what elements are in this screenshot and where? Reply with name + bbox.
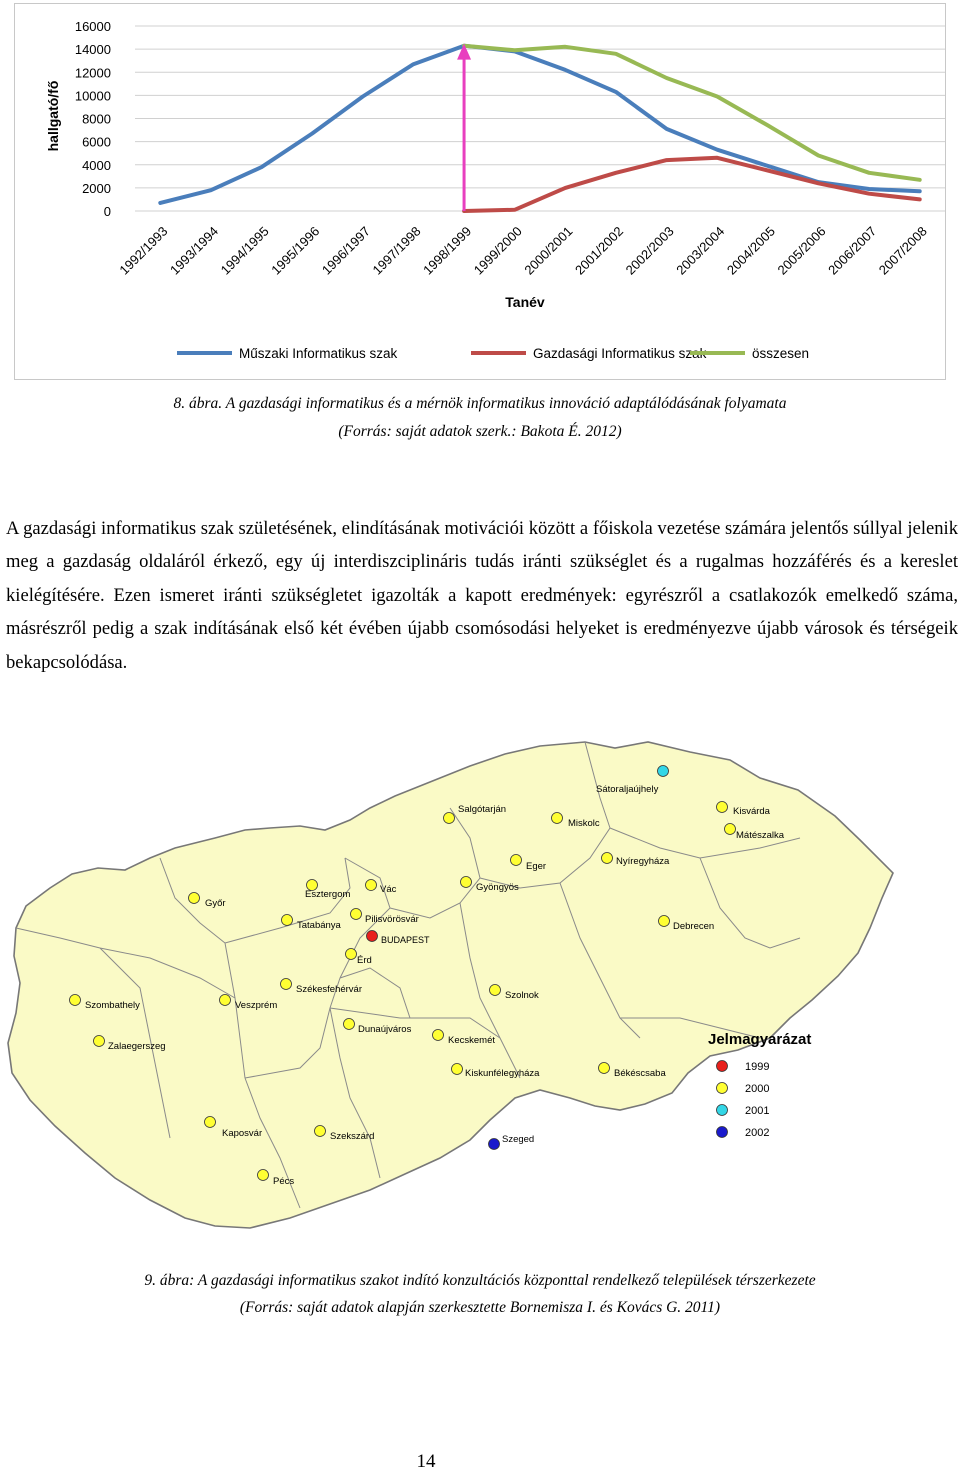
map-legend-label: 2001	[745, 1105, 770, 1117]
map-legend-dot	[717, 1127, 728, 1138]
city-label: Szolnok	[505, 990, 539, 1001]
x-tick-label: 1994/1995	[217, 223, 272, 278]
x-tick-label: 2003/2004	[673, 223, 728, 278]
city-dot	[258, 1170, 269, 1181]
city-label: Tatabánya	[297, 920, 341, 931]
city-dot	[70, 995, 81, 1006]
city-label: Kaposvár	[222, 1128, 263, 1139]
city-dot	[344, 1019, 355, 1030]
chart-legend	[177, 346, 809, 361]
y-tick-label: 10000	[74, 88, 111, 104]
x-tick-label: 2007/2008	[875, 223, 930, 278]
city-label: Esztergom	[305, 889, 351, 900]
legend-label: összesen	[752, 346, 810, 361]
map-legend-label: 2002	[745, 1127, 770, 1139]
x-tick-label: 1992/1993	[116, 223, 171, 278]
map-legend-items	[717, 1061, 770, 1140]
city-dot	[452, 1064, 463, 1075]
map-legend-dot	[717, 1083, 728, 1094]
city-label: Székesfehérvár	[296, 984, 363, 995]
x-axis-label: Tanév	[505, 294, 545, 310]
x-tick-label: 1993/1994	[166, 223, 222, 278]
city-dot	[433, 1030, 444, 1041]
city-label: Zalaegerszeg	[108, 1041, 166, 1052]
chart-annotation-arrow	[457, 44, 471, 211]
x-tick-label: 2005/2006	[774, 223, 829, 278]
map-legend	[708, 1031, 811, 1139]
figure-9-caption: 9. ábra: A gazdasági informatikus szakot indító konzultációs központtal rendelkező települések térszerkezete	[144, 1272, 816, 1289]
city-label: Kecskemét	[448, 1035, 495, 1046]
hungary-map	[0, 738, 960, 1238]
city-label: Veszprém	[235, 1000, 278, 1011]
y-tick-label: 8000	[82, 111, 111, 127]
city-dot	[346, 949, 357, 960]
x-tick-label: 1998/1999	[420, 223, 475, 278]
enrollment-line-chart	[15, 4, 945, 379]
legend-label: Műszaki Informatikus szak	[239, 346, 398, 361]
figure-8-source: (Forrás: saját adatok szerk.: Bakota É. 2012)	[338, 423, 622, 440]
city-dot	[490, 985, 501, 996]
city-dot	[315, 1126, 326, 1137]
chart-series	[160, 46, 919, 211]
city-dot	[717, 802, 728, 813]
figure-8-number: 8. ábra.	[173, 395, 223, 412]
y-tick-label: 0	[103, 204, 111, 219]
y-axis-tick-labels	[75, 19, 111, 219]
map-legend-dot	[717, 1105, 728, 1116]
city-dot	[366, 880, 377, 891]
x-tick-label: 2006/2007	[825, 223, 880, 278]
city-label: Szeged	[502, 1134, 535, 1145]
city-dot	[602, 853, 613, 864]
x-tick-label: 2002/2003	[622, 223, 677, 278]
city-label: Békéscsaba	[614, 1068, 666, 1079]
city-dot	[552, 813, 563, 824]
body-paragraph: A gazdasági informatikus szak születésének, elindításának motivációi között a főiskola vezetése számára jelentős súllyal jelenik meg a gazdaság oldaláról érkező, egy új interdiszciplináris tudás iránti szükséglet és a rugalmas hozzáférés és a kereslet kielégítésére. Ezen ismeret iránti szükségletet igazolták a kapott eredmények: egyrészről a csatlakozók emelkedő száma, másrészről pedig a szak indításának első két évében újabb csomósodási helyeket is eredményezve újabb városok és térségeik bekapcsolódása.	[6, 518, 958, 673]
city-dot	[444, 813, 455, 824]
city-dot	[351, 909, 362, 920]
city-label: Győr	[205, 898, 226, 909]
city-dot	[659, 916, 670, 927]
city-marker	[489, 1134, 535, 1150]
city-label: Dunaújváros	[358, 1024, 412, 1035]
y-tick-label: 12000	[74, 65, 111, 81]
x-tick-label: 1997/1998	[369, 223, 424, 278]
city-dot	[511, 855, 522, 866]
city-dot	[281, 979, 292, 990]
city-label: Vác	[380, 884, 397, 895]
city-dot	[725, 824, 736, 835]
x-tick-label: 1999/2000	[470, 223, 525, 278]
city-label: Kisvárda	[733, 806, 770, 817]
city-dot	[205, 1117, 216, 1128]
city-dot	[189, 893, 200, 904]
city-label: Miskolc	[568, 818, 600, 829]
map-legend-dot	[717, 1061, 728, 1072]
map-legend-label: 1999	[745, 1061, 770, 1073]
map-legend-title: Jelmagyarázat	[708, 1031, 812, 1048]
city-label: Pilisvörösvár	[365, 914, 419, 925]
x-tick-label: 1995/1996	[268, 223, 323, 278]
x-axis-tick-labels	[116, 224, 929, 278]
city-label: Debrecen	[673, 921, 715, 932]
city-label: Érd	[357, 955, 372, 966]
y-tick-label: 16000	[74, 19, 111, 34]
figure-8-title: A gazdasági informatikus és a mérnök informatikus innováció adaptálódásának folyamata	[222, 395, 787, 412]
x-tick-label: 2004/2005	[723, 223, 778, 278]
x-tick-label: 2001/2002	[571, 223, 627, 278]
city-label: Szekszárd	[330, 1131, 375, 1142]
city-label: Kiskunfélegyháza	[465, 1068, 540, 1079]
city-dot	[94, 1036, 105, 1047]
city-dot	[367, 931, 378, 942]
city-dot	[599, 1063, 610, 1074]
city-label: Nyíregyháza	[616, 856, 670, 867]
y-tick-label: 2000	[82, 180, 111, 196]
y-axis-label: hallgató/fő	[45, 80, 61, 152]
x-tick-label: 2000/2001	[521, 223, 576, 278]
page-number: 14	[416, 1451, 436, 1472]
city-label: Szombathely	[85, 1000, 140, 1011]
y-tick-label: 14000	[74, 42, 111, 58]
y-tick-label: 6000	[82, 134, 111, 150]
chart-frame	[14, 3, 946, 380]
figure-8-caption	[0, 395, 960, 413]
city-label: Salgótarján	[458, 804, 507, 815]
city-label: Pécs	[273, 1176, 295, 1187]
city-label: Mátészalka	[736, 830, 785, 841]
city-label: Eger	[526, 861, 547, 872]
city-dot	[461, 877, 472, 888]
city-dot	[658, 766, 669, 777]
x-tick-label: 1996/1997	[318, 223, 373, 278]
city-label: Sátoraljaújhely	[596, 784, 659, 795]
map-legend-label: 2000	[745, 1083, 770, 1095]
city-dot	[220, 995, 231, 1006]
y-tick-label: 4000	[82, 157, 111, 173]
city-label: Gyöngyös	[476, 882, 519, 893]
city-dot	[282, 915, 293, 926]
legend-label: Gazdasági Informatikus szak	[533, 346, 707, 361]
city-label: BUDAPEST	[381, 935, 430, 945]
city-dot	[489, 1139, 500, 1150]
figure-9-source: (Forrás: saját adatok alapján szerkesztette Bornemisza I. és Kovács G. 2011)	[239, 1299, 721, 1316]
